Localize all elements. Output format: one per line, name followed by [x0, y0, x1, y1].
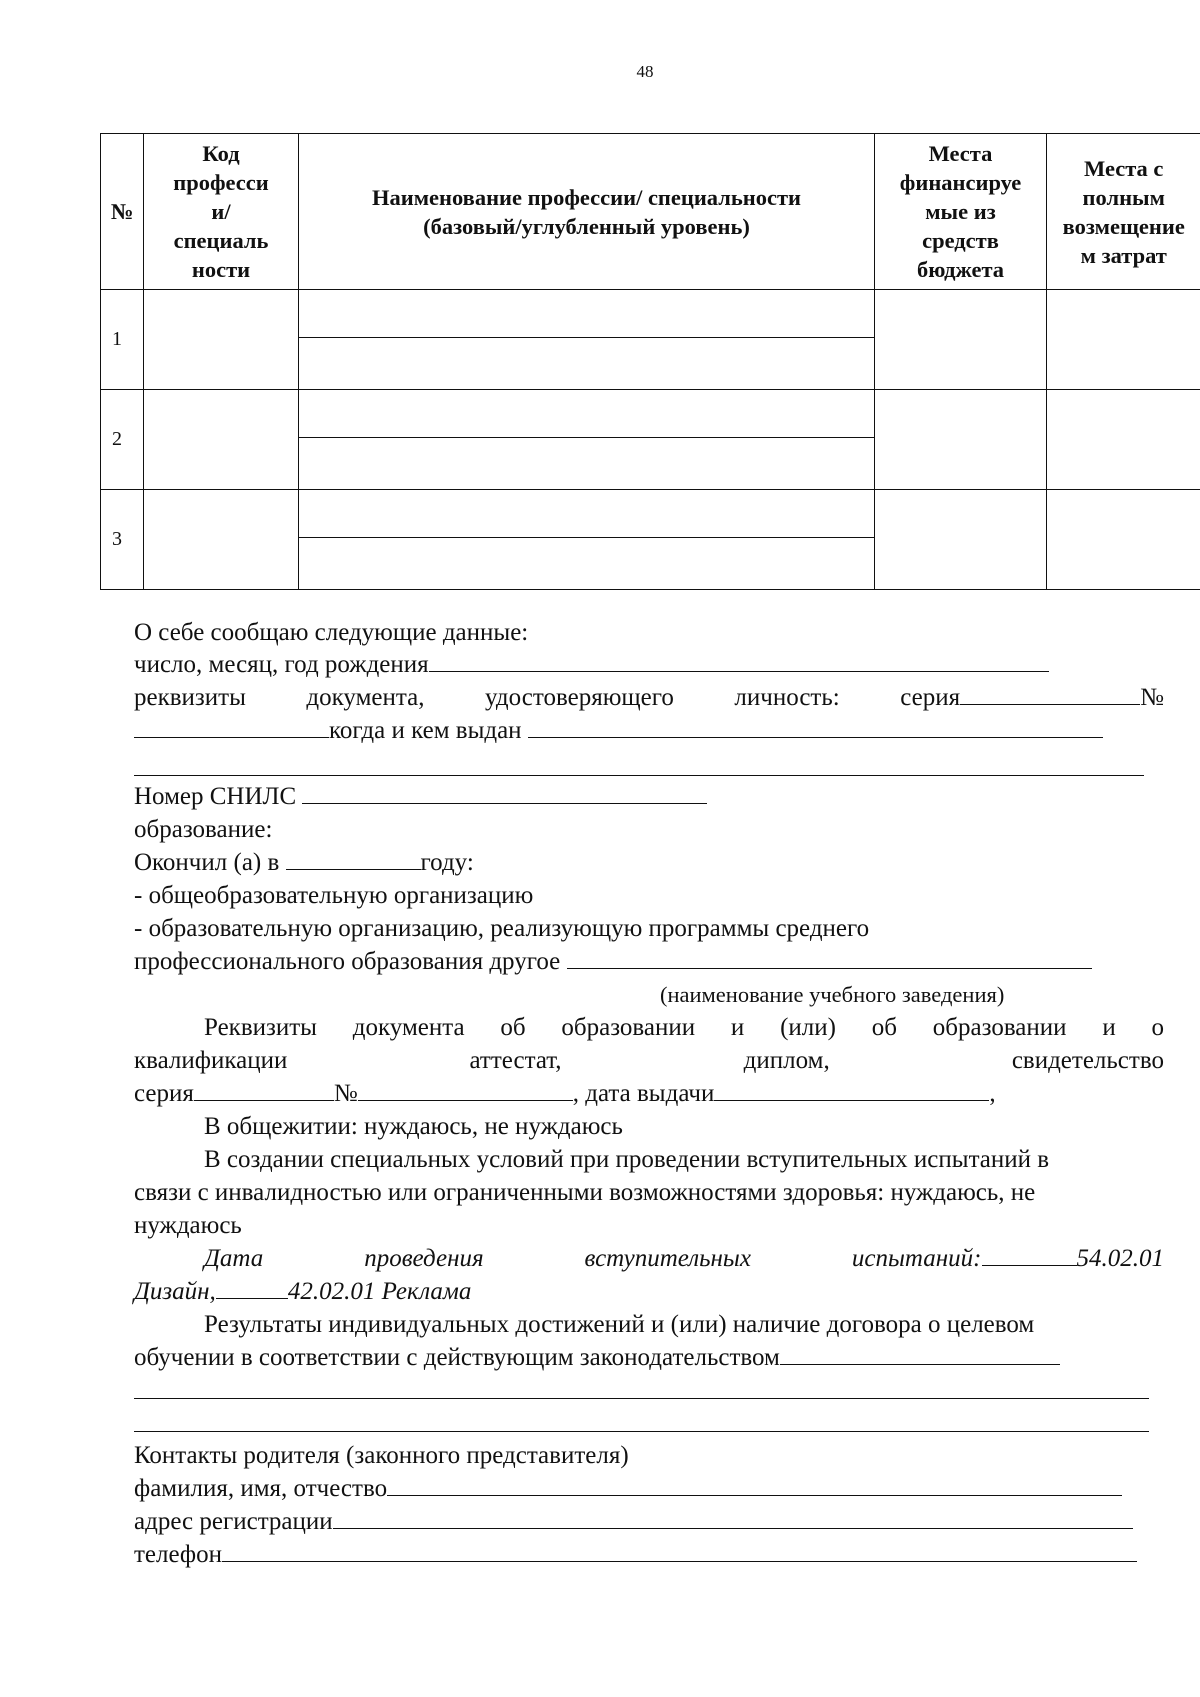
header-budget-line: Места	[928, 141, 993, 167]
exam-line	[204, 1244, 1164, 1274]
series-label: серия	[134, 1080, 194, 1107]
special-line-1: В создании специальных условий при проведении вступительных испытаний в	[204, 1146, 1050, 1173]
header-paid-line: полным	[1082, 184, 1165, 210]
birth-field[interactable]	[429, 650, 1049, 672]
college-other-label: профессионального образования другое	[134, 948, 561, 975]
graduated-suffix: году:	[420, 849, 474, 876]
parent-fio-field[interactable]	[387, 1474, 1122, 1496]
edu-number-field[interactable]	[358, 1079, 573, 1101]
header-budget-line: мые из	[925, 199, 996, 225]
achievements-field-continuation[interactable]	[134, 1431, 1149, 1432]
header-name	[299, 134, 875, 290]
name-cell-divider	[299, 337, 874, 338]
header-budget-line: бюджета	[916, 257, 1005, 283]
college-option[interactable]: - образовательную организацию, реализующую программы среднего	[134, 915, 870, 942]
parent-heading: Контакты родителя (законного представителя)	[134, 1442, 629, 1469]
name-cell[interactable]	[299, 490, 875, 590]
exam-date-field[interactable]	[982, 1244, 1077, 1266]
budget-cell[interactable]	[875, 290, 1047, 390]
edu-doc-word: образовании	[932, 1014, 1067, 1041]
date-issued-field[interactable]	[714, 1079, 989, 1101]
series-label: серия	[900, 684, 961, 711]
ad-label: 42.02.01 Реклама	[287, 1278, 472, 1305]
parent-phone-field[interactable]	[222, 1540, 1137, 1562]
edu-series-field[interactable]	[194, 1079, 334, 1101]
applications-table	[100, 133, 1200, 590]
phone-label: телефон	[134, 1541, 222, 1568]
id-doc-word: реквизиты	[134, 684, 246, 711]
school-option[interactable]: - общеобразовательную организацию	[134, 882, 534, 909]
name-cell[interactable]	[299, 290, 875, 390]
name-cell-divider	[299, 437, 874, 438]
id-doc-word: удостоверяющего	[485, 684, 674, 711]
passport-number-field[interactable]	[134, 716, 329, 738]
header-paid-line: м затрат	[1080, 242, 1167, 268]
header-code-line: професси	[173, 170, 269, 196]
exam-line-2	[134, 1277, 471, 1307]
edu-doc-word: и	[730, 1014, 745, 1041]
exam-word: Дата	[204, 1245, 264, 1272]
page-number: 48	[636, 62, 654, 81]
edu-doc-word: документа	[352, 1014, 465, 1041]
paid-cell[interactable]	[1047, 390, 1200, 490]
header-num: №	[101, 134, 144, 290]
table-row	[101, 490, 1200, 590]
college-other-line	[134, 947, 1092, 977]
issued-field[interactable]	[528, 716, 1103, 738]
dorm-line: В общежитии: нуждаюсь, не нуждаюсь	[204, 1113, 623, 1140]
parent-address-line	[134, 1507, 1133, 1537]
table-row	[101, 390, 1200, 490]
code-cell[interactable]	[144, 290, 299, 390]
parent-fio-line	[134, 1474, 1122, 1504]
institution-field[interactable]	[567, 947, 1092, 969]
header-code	[144, 134, 299, 290]
header-budget	[875, 134, 1047, 290]
achievements-field-continuation[interactable]	[134, 1398, 1149, 1399]
edu-doc-line	[204, 1013, 1164, 1043]
exam-word: испытаний:	[851, 1245, 982, 1272]
parent-address-field[interactable]	[333, 1507, 1133, 1529]
header-name-line: Наименование профессии/ специальности	[371, 184, 801, 210]
institution-hint: (наименование учебного заведения)	[660, 982, 1005, 1007]
date-issued-label: , дата выдачи	[572, 1080, 715, 1107]
achievements-field[interactable]	[780, 1343, 1060, 1365]
address-label: адрес регистрации	[134, 1508, 333, 1535]
parent-phone-line	[134, 1540, 1137, 1570]
header-name-line: (базовый/углубленный уровень)	[423, 213, 750, 239]
issued-line	[134, 716, 1103, 746]
budget-cell[interactable]	[875, 390, 1047, 490]
passport-series-field[interactable]	[960, 683, 1140, 705]
header-paid	[1047, 134, 1200, 290]
edu-doc-word: об	[500, 1014, 526, 1041]
header-budget-line: средств	[922, 228, 999, 254]
table-header-row	[101, 134, 1200, 290]
exam-word: вступительных	[584, 1245, 751, 1272]
graduated-label: Окончил (а) в	[134, 849, 280, 876]
table-row	[101, 290, 1200, 390]
issued-label: когда и кем выдан	[329, 717, 522, 744]
edu-doc-word: (или)	[780, 1014, 836, 1041]
edu-doc-word: об	[871, 1014, 897, 1041]
budget-cell[interactable]	[875, 490, 1047, 590]
id-doc-line	[134, 683, 1164, 713]
header-code-line: специаль	[173, 228, 269, 254]
edu-doc-type: аттестат,	[469, 1047, 562, 1074]
achievements-line-1: Результаты индивидуальных достижений и (или) наличие договора о целевом	[204, 1311, 1035, 1338]
achievements-line-2	[134, 1343, 1060, 1373]
number-sign: №	[333, 1080, 358, 1107]
birth-line	[134, 650, 1049, 680]
name-cell-divider	[299, 537, 874, 538]
row-number: 1	[101, 290, 144, 390]
edu-doc-series-line	[134, 1079, 996, 1109]
name-cell[interactable]	[299, 390, 875, 490]
birth-label: число, месяц, год рождения	[134, 651, 429, 678]
paid-cell[interactable]	[1047, 290, 1200, 390]
about-heading: О себе сообщаю следующие данные:	[134, 619, 529, 646]
issued-continuation-field[interactable]	[134, 775, 1144, 776]
fio-label: фамилия, имя, отчество	[134, 1475, 388, 1502]
row-number: 3	[101, 490, 144, 590]
design-code: 54.02.01	[1076, 1245, 1164, 1272]
special-line-2: связи с инвалидностью или ограниченными возможностями здоровья: нуждаюсь, не	[134, 1179, 1036, 1206]
snils-label: Номер СНИЛС	[134, 783, 297, 810]
header-code-line: и/	[211, 199, 231, 225]
comma: ,	[989, 1080, 996, 1107]
exam-word: проведения	[364, 1245, 484, 1272]
graduation-year-field[interactable]	[286, 848, 421, 870]
edu-doc-type: свидетельство	[1011, 1047, 1164, 1074]
edu-doc-word: образовании	[561, 1014, 696, 1041]
code-cell[interactable]	[144, 390, 299, 490]
edu-doc-word: Реквизиты	[204, 1014, 317, 1041]
achievements-label: обучении в соответствии с действующим законодательством	[134, 1344, 780, 1371]
row-number: 2	[101, 390, 144, 490]
code-cell[interactable]	[144, 490, 299, 590]
header-budget-line: финансируе	[899, 170, 1022, 196]
header-code-line: Код	[202, 141, 240, 167]
edu-doc-type-line	[134, 1046, 1164, 1076]
edu-doc-type: диплом,	[743, 1047, 830, 1074]
education-label: образование:	[134, 816, 273, 843]
paid-cell[interactable]	[1047, 490, 1200, 590]
snils-line	[134, 782, 707, 812]
edu-doc-type: квалификации	[134, 1047, 288, 1074]
header-paid-line: Места с	[1084, 155, 1164, 181]
exam-design-date-field[interactable]	[216, 1277, 288, 1299]
design-label: Дизайн,	[134, 1278, 216, 1305]
header-code-line: ности	[191, 257, 251, 283]
special-line-3: нуждаюсь	[134, 1212, 242, 1239]
snils-field[interactable]	[302, 782, 707, 804]
number-sign: №	[1140, 684, 1164, 711]
header-paid-line: возмещение	[1062, 213, 1185, 239]
edu-doc-word: о	[1151, 1014, 1164, 1041]
id-doc-word: документа,	[306, 684, 425, 711]
graduated-line	[134, 848, 474, 878]
edu-doc-word: и	[1102, 1014, 1116, 1041]
id-doc-word: личность:	[734, 684, 840, 711]
